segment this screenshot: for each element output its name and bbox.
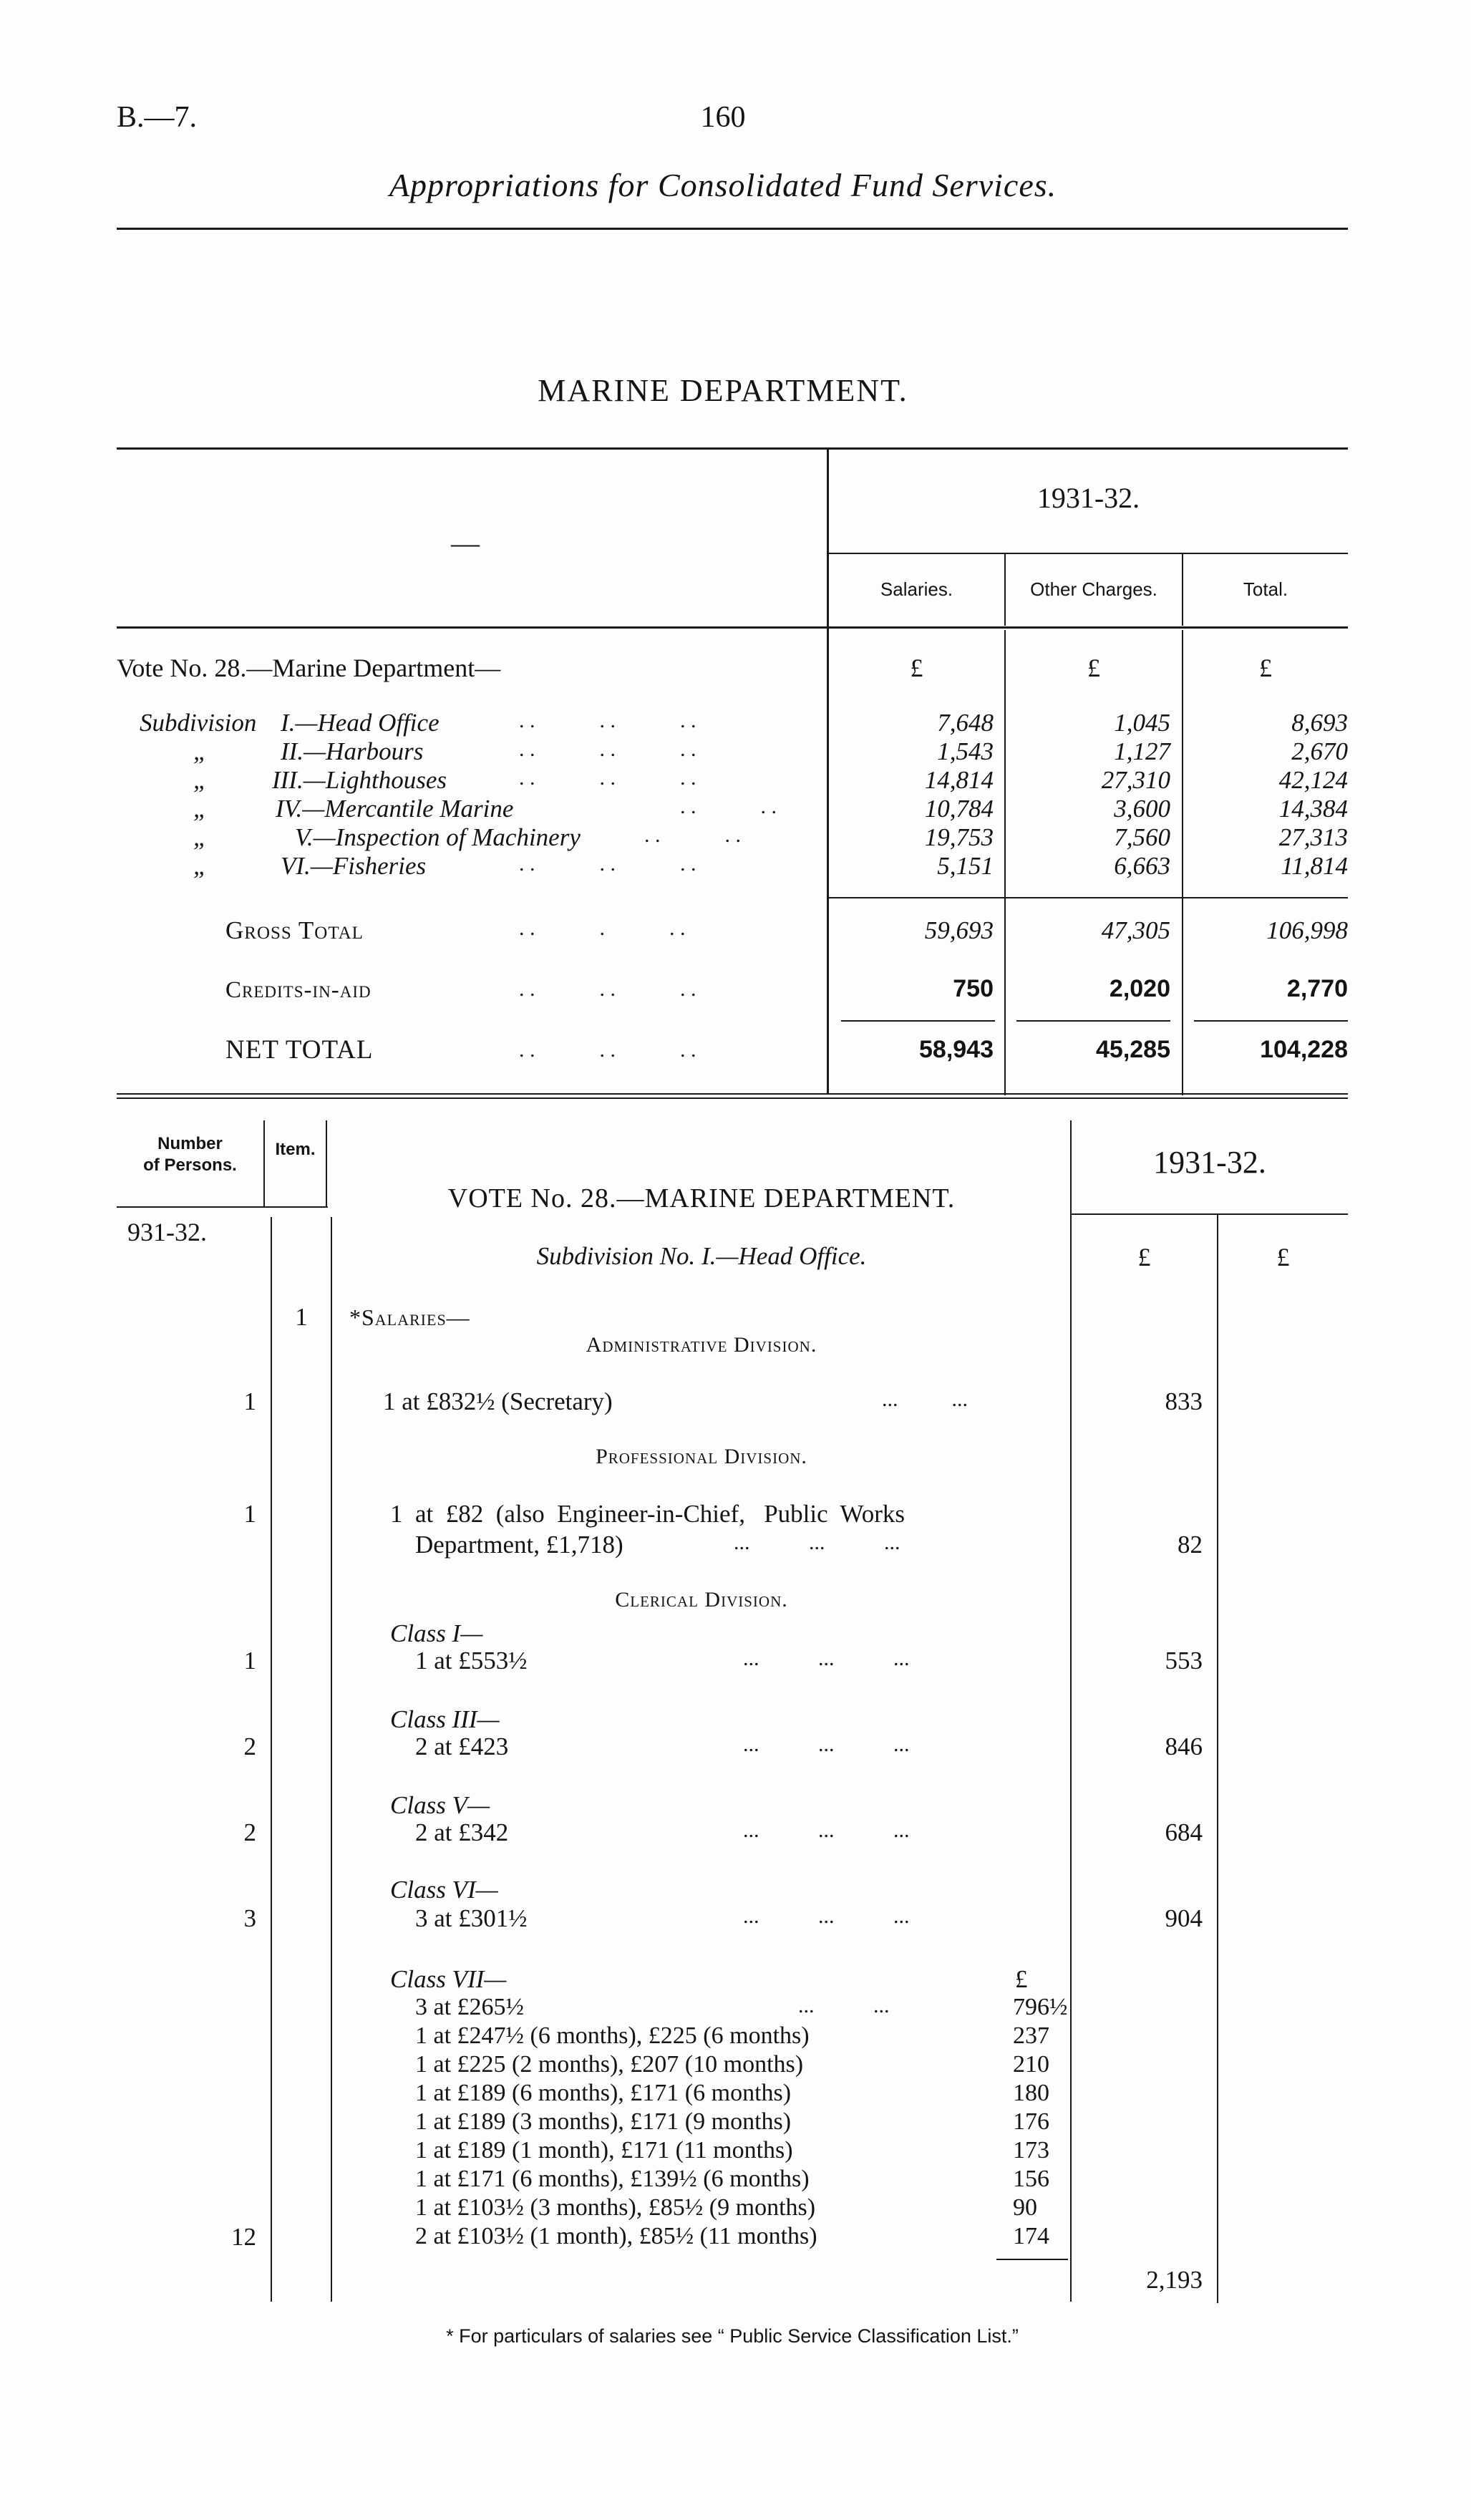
row-other: 3,600 [1114, 795, 1170, 823]
row-label: II.—Harbours [281, 737, 424, 765]
gross-other: 47,305 [1101, 916, 1170, 944]
persons-count: 1 [243, 1647, 256, 1675]
footnote: * For particulars of salaries see “ Public Service Classification List.” [446, 2325, 1019, 2347]
salaries-heading: *Salaries— [349, 1304, 470, 1330]
class-heading: Class VI— [390, 1876, 498, 1904]
summary-top-rule [117, 447, 1348, 450]
leader-dots: . . . . [644, 823, 741, 847]
row-salaries: 19,753 [924, 823, 994, 851]
col-salaries: Salaries. [880, 578, 953, 600]
leader-dots: . . . . . . [519, 852, 696, 876]
row-prefix: „ [193, 737, 208, 765]
row-label: I.—Head Office [281, 709, 440, 737]
class-heading: Class III— [390, 1705, 500, 1733]
salary-line: 1 at £553½ [415, 1647, 528, 1675]
salary-line: 1 at £82 (also Engineer-in-Chief, Public Works [390, 1500, 906, 1528]
salary-line: 1 at £225 (2 months), £207 (10 months) [415, 2051, 804, 2078]
detail-year: 1931-32. [1153, 1145, 1266, 1180]
row-salaries: 14,814 [924, 766, 994, 794]
salary-line: 1 at £247½ (6 months), £225 (6 months) [415, 2022, 810, 2049]
row-total: 27,313 [1278, 823, 1348, 851]
leader-dots: ... ... ... [743, 1904, 910, 1928]
pound-sign: £ [1015, 1965, 1028, 1993]
salary-line: 2 at £342 [415, 1818, 509, 1846]
leader-dots: ... ... ... [743, 1732, 910, 1756]
row-label: IV.—Mercantile Marine [276, 795, 514, 823]
leader-dots: . . . . . . [519, 977, 696, 1001]
leader-dots: ... ... ... [743, 1818, 910, 1842]
persons-count: 12 [231, 2223, 256, 2251]
detail-year-rule [1072, 1213, 1348, 1215]
persons-year: 931-32. [127, 1218, 207, 1246]
summary-bottom-rule-2 [117, 1097, 1348, 1099]
department-title: MARINE DEPARTMENT. [538, 373, 908, 408]
leader-dots: ... ... [882, 1387, 968, 1411]
salary-line: 1 at £171 (6 months), £139½ (6 months) [415, 2166, 810, 2192]
salary-line: 1 at £189 (1 month), £171 (11 months) [415, 2137, 793, 2163]
leader-dots: ... ... ... [743, 1647, 910, 1670]
class-heading: Class I— [390, 1619, 483, 1647]
credits-other: 2,020 [1109, 975, 1170, 1002]
leader-dots: . . . . [680, 795, 777, 818]
class7-total: 2,193 [1146, 2266, 1203, 2294]
row-other: 27,310 [1101, 766, 1170, 794]
row-label: V.—Inspection of Machinery [295, 823, 581, 851]
amount: 82 [1178, 1531, 1203, 1559]
salary-line: 3 at £265½ [415, 1994, 525, 2020]
row-total: 8,693 [1291, 709, 1348, 737]
row-salaries: 1,543 [937, 737, 994, 765]
gross-total: 106,998 [1266, 916, 1348, 944]
net-total: 104,228 [1260, 1036, 1348, 1063]
sub-amount: 180 [1013, 2080, 1049, 2106]
item-col-rule [331, 1217, 332, 2302]
vote-label: Vote No. 28.—Marine Department— [117, 654, 501, 682]
salary-line-continued: Department, £1,718) [415, 1531, 623, 1559]
col-rule [263, 1120, 265, 1206]
row-label: III.—Lighthouses [272, 766, 447, 794]
sub-amount: 90 [1013, 2194, 1037, 2221]
subtotal-rule [996, 2259, 1068, 2260]
amount-divider [1070, 1120, 1072, 2302]
amount: 846 [1165, 1732, 1203, 1760]
sub-amount: 176 [1013, 2108, 1049, 2135]
amount: 904 [1165, 1904, 1203, 1932]
summary-year: 1931-32. [1037, 482, 1140, 514]
leader-dots: . . . . . . [519, 737, 696, 761]
row-total: 42,124 [1278, 766, 1348, 794]
sub-amount: 796½ [1013, 1994, 1068, 2020]
sub-amount: 237 [1013, 2022, 1049, 2049]
amount: 833 [1165, 1387, 1203, 1415]
gross-salaries: 59,693 [924, 916, 994, 944]
class-heading: Class V— [390, 1791, 490, 1819]
persons-count: 1 [243, 1387, 256, 1415]
row-other: 6,663 [1114, 852, 1170, 880]
pound-sign: £ [1259, 654, 1272, 682]
net-total-label: NET TOTAL [225, 1035, 374, 1065]
salary-line: 2 at £103½ (1 month), £85½ (11 months) [415, 2223, 817, 2249]
net-rule [841, 1020, 995, 1022]
administrative-division: Administrative Division. [586, 1333, 817, 1357]
sub-amount: 174 [1013, 2223, 1049, 2249]
row-total: 2,670 [1291, 737, 1348, 765]
col-head-rule [117, 1206, 328, 1208]
col-item: Item. [275, 1140, 316, 1159]
col-total: Total. [1243, 578, 1288, 600]
amount: 684 [1165, 1818, 1203, 1846]
amount-col-rule [1217, 1215, 1218, 2303]
salary-line: 1 at £189 (3 months), £171 (9 months) [415, 2108, 792, 2135]
sub-amount: 156 [1013, 2166, 1049, 2192]
subtotal-rule [829, 897, 1348, 898]
vote-title: VOTE No. 28.—MARINE DEPARTMENT. [447, 1183, 956, 1213]
pound-sign: £ [1137, 1243, 1151, 1271]
net-rule [1016, 1020, 1170, 1022]
col-number-of-persons: Number of Persons. [143, 1134, 237, 1175]
row-label: VI.—Fisheries [281, 852, 427, 880]
row-total: 14,384 [1278, 795, 1348, 823]
net-salaries: 58,943 [919, 1036, 994, 1063]
pound-sign: £ [910, 654, 923, 682]
subdivision-title: Subdivision No. I.—Head Office. [536, 1242, 867, 1270]
salary-line: 3 at £301½ [415, 1904, 528, 1932]
row-other: 1,127 [1114, 737, 1170, 765]
persons-count: 1 [243, 1500, 256, 1528]
row-total: 11,814 [1281, 852, 1348, 880]
leader-dots: . . . . . [519, 916, 686, 940]
credits-total: 2,770 [1286, 975, 1348, 1002]
salary-line: 1 at £103½ (3 months), £85½ (9 months) [415, 2194, 816, 2221]
row-other: 7,560 [1114, 823, 1170, 851]
pound-sign: £ [1276, 1243, 1290, 1271]
leader-dots: ... ... ... [734, 1531, 900, 1554]
leader-dots: ... ... [798, 1994, 890, 2017]
document-reference: B.—7. [117, 101, 198, 134]
salary-line: 2 at £423 [415, 1732, 509, 1760]
leader-dots: . . . . . . [519, 709, 696, 732]
persons-count: 2 [243, 1732, 256, 1760]
header-rule [117, 228, 1348, 230]
sub-amount: 173 [1013, 2137, 1049, 2163]
net-rule [1194, 1020, 1348, 1022]
row-prefix: „ [193, 823, 208, 851]
row-prefix: „ [193, 852, 208, 880]
credits-salaries: 750 [953, 975, 994, 1002]
col-rule [326, 1120, 327, 1206]
stub-dash: — [451, 527, 480, 559]
class-heading: Class VII— [390, 1965, 507, 1993]
row-salaries: 10,784 [924, 795, 994, 823]
header-bottom-rule [117, 626, 1348, 629]
row-salaries: 7,648 [937, 709, 994, 737]
sub-amount: 210 [1013, 2051, 1049, 2078]
leader-dots: . . . . . . [519, 1038, 696, 1062]
credits-label: Credits-in-aid [225, 977, 372, 1003]
row-salaries: 5,151 [937, 852, 994, 880]
salary-line: 1 at £189 (6 months), £171 (6 months) [415, 2080, 792, 2106]
summary-bottom-rule [117, 1093, 1348, 1095]
persons-count: 3 [243, 1904, 256, 1932]
amount: 553 [1165, 1647, 1203, 1675]
pound-sign: £ [1087, 654, 1100, 682]
professional-division: Professional Division. [596, 1445, 807, 1468]
row-prefix: „ [193, 766, 208, 794]
page-number: 160 [700, 101, 746, 134]
year-rule [829, 553, 1348, 554]
row-prefix: „ [193, 795, 208, 823]
salary-line: 1 at £832½ (Secretary) [383, 1387, 613, 1415]
leader-dots: . . . . . . [519, 766, 696, 790]
gross-total-label: Gross Total [225, 916, 364, 944]
row-prefix: Subdivision [140, 709, 257, 737]
row-other: 1,045 [1114, 709, 1170, 737]
persons-col-rule [271, 1217, 272, 2302]
net-other: 45,285 [1096, 1036, 1170, 1063]
persons-count: 2 [243, 1818, 256, 1846]
col-other-charges: Other Charges. [1030, 578, 1157, 600]
clerical-division: Clerical Division. [615, 1588, 788, 1612]
running-title: Appropriations for Consolidated Fund Services. [389, 167, 1057, 203]
item-number: 1 [295, 1303, 308, 1331]
